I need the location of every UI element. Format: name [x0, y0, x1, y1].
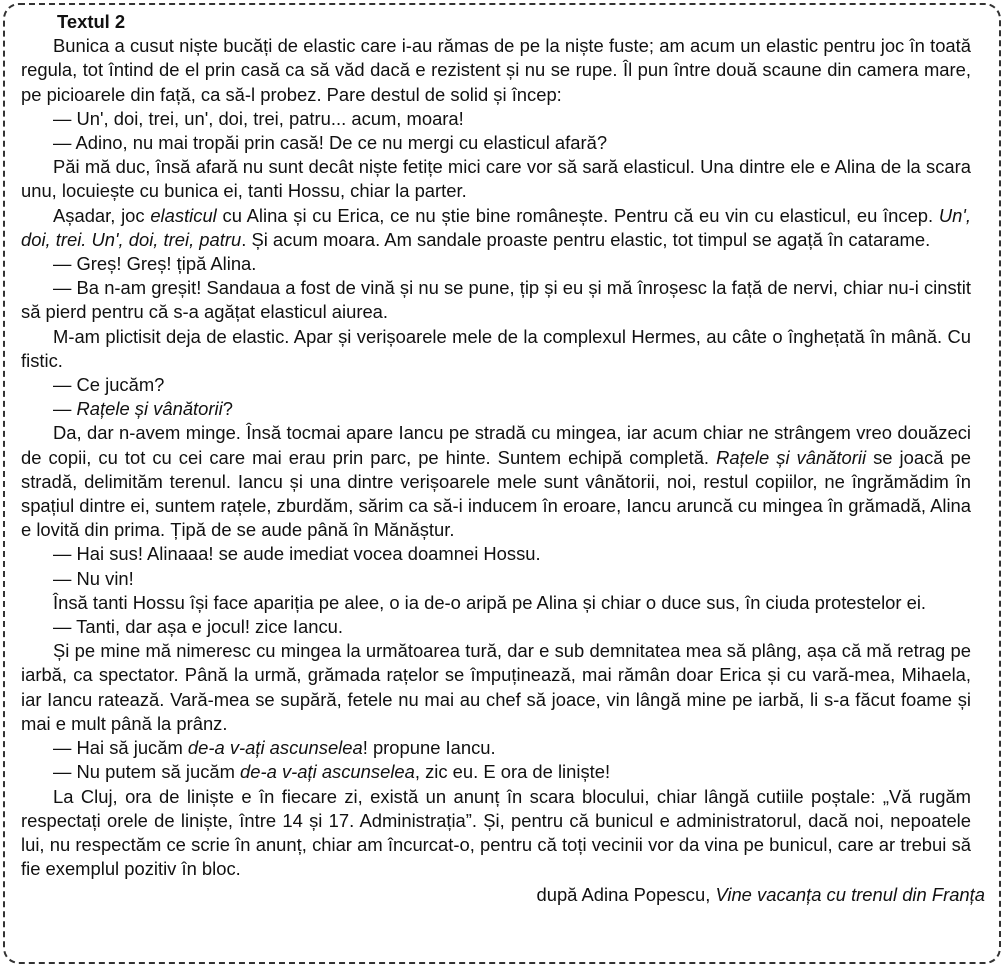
paragraph [21, 204, 971, 252]
paragraph [21, 542, 971, 566]
paragraph [21, 34, 971, 107]
text-run: — Hai sus! Alinaaa! se aude imediat vocea doamnei Hossu. [53, 543, 541, 565]
text-run: La Cluj, ora de liniște e în fiecare zi, există un anunț în scara blocului, chiar lângă cutiile poștale: „Vă rugăm respectați orele de liniște, între 14 și 17. Administrația”. Și, pentru că bunicul e administratorul, dacă noi, nepoatele lui, nu respectăm ce scrie în anunț, chiar am încurcat-o, pentru că toți vecinii vor da vina pe bunicul, care ar trebui să fie exemplul pozitiv în bloc. [21, 785, 971, 880]
paragraph [21, 155, 971, 203]
text-run: — Greș! Greș! țipă Alina. [53, 253, 257, 275]
text-run: — Nu vin! [53, 567, 134, 589]
paragraph [21, 107, 971, 131]
paragraph [21, 591, 971, 615]
paragraph [21, 252, 971, 276]
source-citation [21, 883, 985, 907]
text-body [21, 34, 971, 881]
text-run: — Tanti, dar așa e jocul! zice Iancu. [53, 616, 343, 638]
text-run: M-am plictisit deja de elastic. Apar și verișoarele mele de la complexul Hermes, au câte o înghețată în mână. Cu fistic. [21, 325, 971, 371]
text-run: Însă tanti Hossu își face apariția pe alee, o ia de-o aripă pe Alina și chiar o duce sus, în ciuda protestelor ei. [53, 591, 927, 613]
text-run: — Hai să jucăm [53, 737, 188, 759]
text-run: Păi mă duc, însă afară nu sunt decât niște fetițe mici care vor să sară elasticul. Una dintre ele e Alina de la scara unu, locuiește cu bunica ei, tanti Hossu, chiar la parter. [21, 156, 971, 202]
paragraph [21, 421, 971, 542]
text-run: Da, dar n-avem minge. Însă tocmai apare Iancu pe stradă cu mingea, iar acum chiar ne strângem vreo douăzeci de copii, cu tot cu cei care mai erau prin parc, pe hinte. Suntem echipă completă. [21, 422, 971, 468]
text-run: ? [222, 398, 233, 420]
italic-text: Un', doi, trei. Un', doi, trei, patru [21, 204, 972, 250]
paragraph [21, 325, 971, 373]
paragraph [21, 373, 971, 397]
text-run: — Nu putem să jucăm [53, 761, 241, 783]
text-run: — [53, 398, 77, 420]
paragraph [21, 785, 971, 882]
text-frame [3, 3, 1001, 964]
text-run: ! propune Iancu. [362, 737, 496, 759]
italic-text: Rațele și vânătorii [76, 398, 223, 420]
text-run: — Un', doi, trei, un', doi, trei, patru... acum, moara! [53, 107, 464, 129]
italic-text: elasticul [150, 204, 217, 226]
text-run: , zic eu. E ora de liniște! [414, 761, 611, 783]
italic-text: Rațele și vânătorii [716, 446, 867, 468]
paragraph [21, 397, 971, 421]
paragraph [21, 615, 971, 639]
section-title: Textul 2 [57, 11, 126, 32]
text-run: — Ce jucăm? [53, 374, 165, 396]
source-work: Vine vacanța cu trenul din Franța [715, 884, 985, 906]
text-run: . Și acum moara. Am sandale proaste pentru elastic, tot timpul se agață în catarame. [241, 228, 931, 250]
paragraph [21, 760, 971, 784]
paragraph [21, 276, 971, 324]
text-run: Și pe mine mă nimeresc cu mingea la următoarea tură, dar e sub demnitatea mea să plâng, așa că mă retrag pe iarbă, ca spectator. Până la urmă, grămada rațelor se împuținează, mai rămân doar Erica și cu vară-mea, Mihaela, iar Iancu ratează. Vară-mea se supără, fetele nu mai au chef să joace, vin lângă mine pe iarbă, li s-a făcut foame și mai e mult până la prânz. [21, 640, 971, 734]
text-run: se joacă pe stradă, delimităm terenul. Iancu și una dintre verișoarele mele sunt vânătorii, noi, restul copiilor, ne îngrămădim în spațiul dintre ei, suntem rațele, zburdăm, sărim ca să-i inducem în eroare, Iancu aruncă cu mingea în grămadă, Alina e lovită din prima. Țipă de se aude până în Mănăștur. [21, 446, 971, 541]
paragraph [21, 736, 971, 760]
text-run: Așadar, joc [53, 204, 151, 226]
text-run: cu Alina și cu Erica, ce nu știe bine românește. Pentru că eu vin cu elasticul, eu încep. [216, 204, 939, 226]
italic-text: de-a v-ați ascunselea [187, 737, 363, 759]
text-run: — Adino, nu mai tropăi prin casă! De ce nu mergi cu elasticul afară? [53, 132, 608, 154]
paragraph [21, 131, 971, 155]
italic-text: de-a v-ați ascunselea [240, 761, 415, 783]
text-run: — Ba n-am greșit! Sandaua a fost de vină și nu se pune, țip și eu și mă înroșesc la față de nervi, chiar nu-i cinstit să pierd pentru că s-a agățat elasticul aiurea. [21, 277, 971, 323]
paragraph [21, 567, 971, 591]
text-run: Bunica a cusut niște bucăți de elastic care i-au rămas de pe la niște fuste; am acum un elastic pentru joc în toată regula, tot întind de el prin casă ca să văd dacă e rezistent și nu se rupe. Îl pun între două scaune din camera mare, pe picioarele din față, ca să-l probez. Pare destul de solid și încep: [21, 35, 971, 105]
source-author: după Adina Popescu, [536, 884, 716, 906]
paragraph [21, 639, 971, 736]
